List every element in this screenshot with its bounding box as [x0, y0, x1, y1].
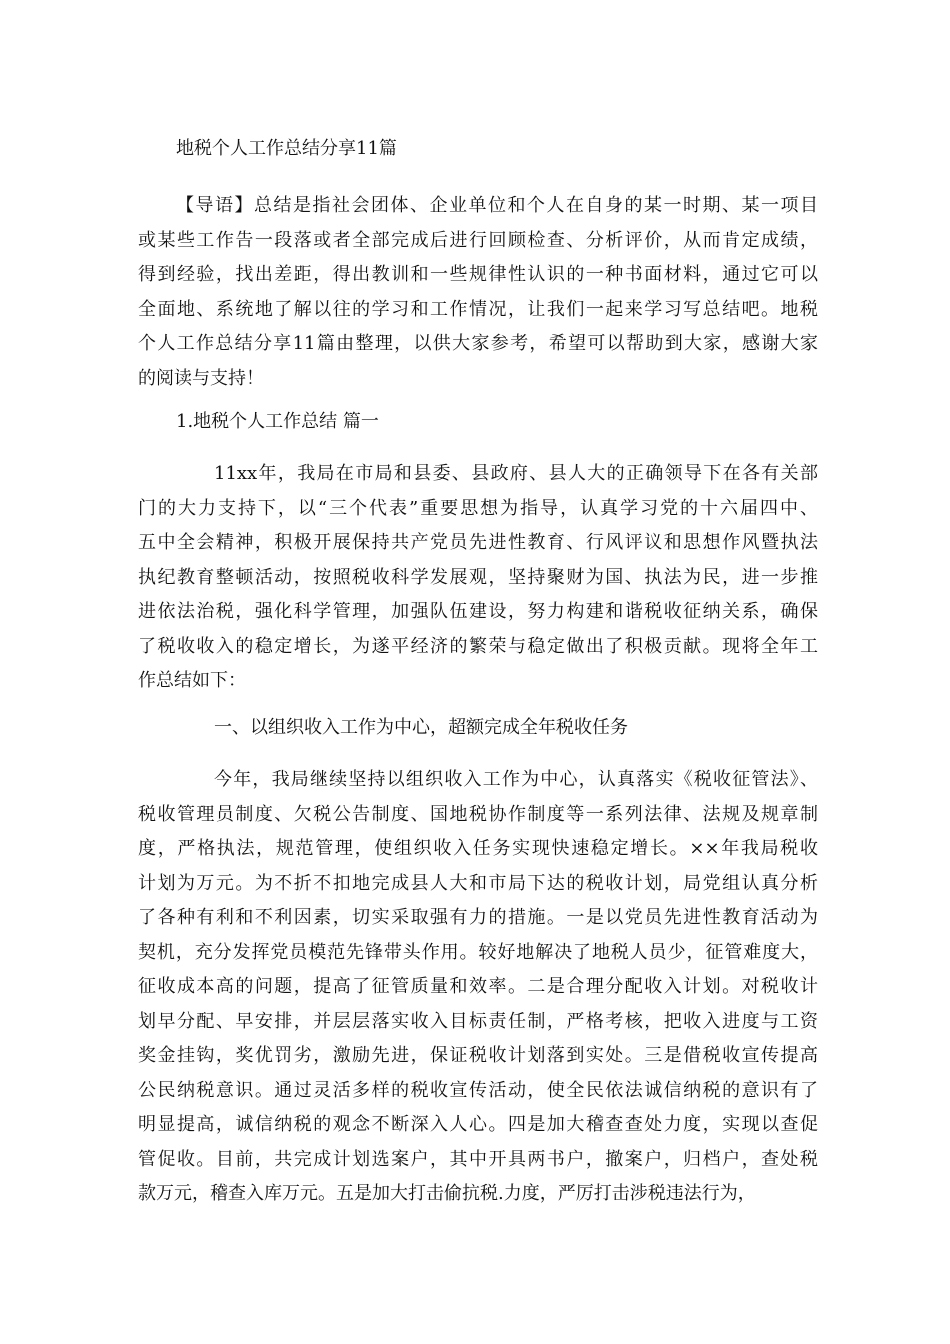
- intro-line: 的阅读与支持！: [138, 367, 264, 389]
- body-line: 明显提高，诚信纳税的观念不断深入人心。四是加大稽查查处力度，实现以查促: [138, 1114, 818, 1135]
- body-line: 度，严格执法，规范管理，使组织收入任务实现快速稳定增长。××年我局税收: [138, 838, 818, 859]
- body-line: 了各种有利和不利因素，切实采取强有力的措施。一是以党员先进性教育活动为: [138, 907, 818, 928]
- body-line: 契机，充分发挥党员模范先锋带头作用。较好地解决了地税人员少，征管难度大，: [138, 941, 818, 963]
- section-line: 执纪教育整顿活动，按照税收科学发展观，坚持聚财为国、执法为民，进一步推: [138, 566, 818, 588]
- section-line: 进依法治税，强化科学管理，加强队伍建设，努力构建和谐税收征纳关系，确保: [138, 601, 818, 622]
- subheading: 一、以组织收入工作为中心，超额完成全年税收任务: [214, 717, 628, 738]
- document-title: 地税个人工作总结分享11篇: [176, 138, 397, 159]
- intro-line: 个人工作总结分享11篇由整理，以供大家参考，希望可以帮助到大家，感谢大家: [138, 333, 818, 354]
- section-line: 作总结如下：: [138, 670, 246, 691]
- intro-line: 或某些工作告一段落或者全部完成后进行回顾检查、分析评价，从而肯定成绩，: [138, 229, 818, 251]
- body-line: 今年，我局继续坚持以组织收入工作为中心，认真落实《税收征管法》、: [214, 769, 818, 790]
- section-paragraph: [138, 457, 818, 699]
- section-line: 五中全会精神，积极开展保持共产党员先进性教育、行风评议和思想作风暨执法: [138, 532, 818, 553]
- intro-line: 全面地、系统地了解以往的学习和工作情况，让我们一起来学习写总结吧。地税: [138, 298, 818, 320]
- body-line: 划早分配、早安排，并层层落实收入目标责任制，严格考核，把收入进度与工资: [138, 1010, 818, 1032]
- section-line: 了税收收入的稳定增长，为遂平经济的繁荣与稳定做出了积极贡献。现将全年工: [138, 635, 818, 657]
- body-paragraph: [138, 763, 818, 1212]
- body-line: 奖金挂钩，奖优罚劣，激励先进，保证税收计划落到实处。三是借税收宣传提高: [138, 1045, 818, 1066]
- body-line: 征收成本高的问题，提高了征管质量和效率。二是合理分配收入计划。对税收计: [138, 976, 818, 997]
- body-line: 税收管理员制度、欠税公告制度、国地税协作制度等一系列法律、法规及规章制: [138, 803, 818, 825]
- body-line: 款万元，稽查入库万元。五是加大打击偷抗税.力度，严厉打击涉税违法行为，: [138, 1183, 756, 1204]
- body-line: 管促收。目前，共完成计划选案户，其中开具两书户，撤案户，归档户，查处税: [138, 1148, 818, 1170]
- intro-line: 【导语】总结是指社会团体、企业单位和个人在自身的某一时期、某一项目: [176, 195, 818, 216]
- body-line: 公民纳税意识。通过灵活多样的税收宣传活动，使全民依法诚信纳税的意识有了: [138, 1079, 818, 1101]
- section-line: 11xx年，我局在市局和县委、县政府、县人大的正确领导下在各有关部: [214, 463, 818, 484]
- intro-paragraph: [138, 189, 818, 396]
- intro-line: 得到经验，找出差距，得出教训和一些规律性认识的一种书面材料，通过它可以: [138, 264, 818, 285]
- section-heading: 1.地税个人工作总结 篇一: [176, 411, 379, 432]
- section-line: 门的大力支持下，以“三个代表”重要思想为指导，认真学习党的十六届四中、: [138, 497, 818, 519]
- body-line: 计划为万元。为不折不扣地完成县人大和市局下达的税收计划，局党组认真分析: [138, 872, 818, 894]
